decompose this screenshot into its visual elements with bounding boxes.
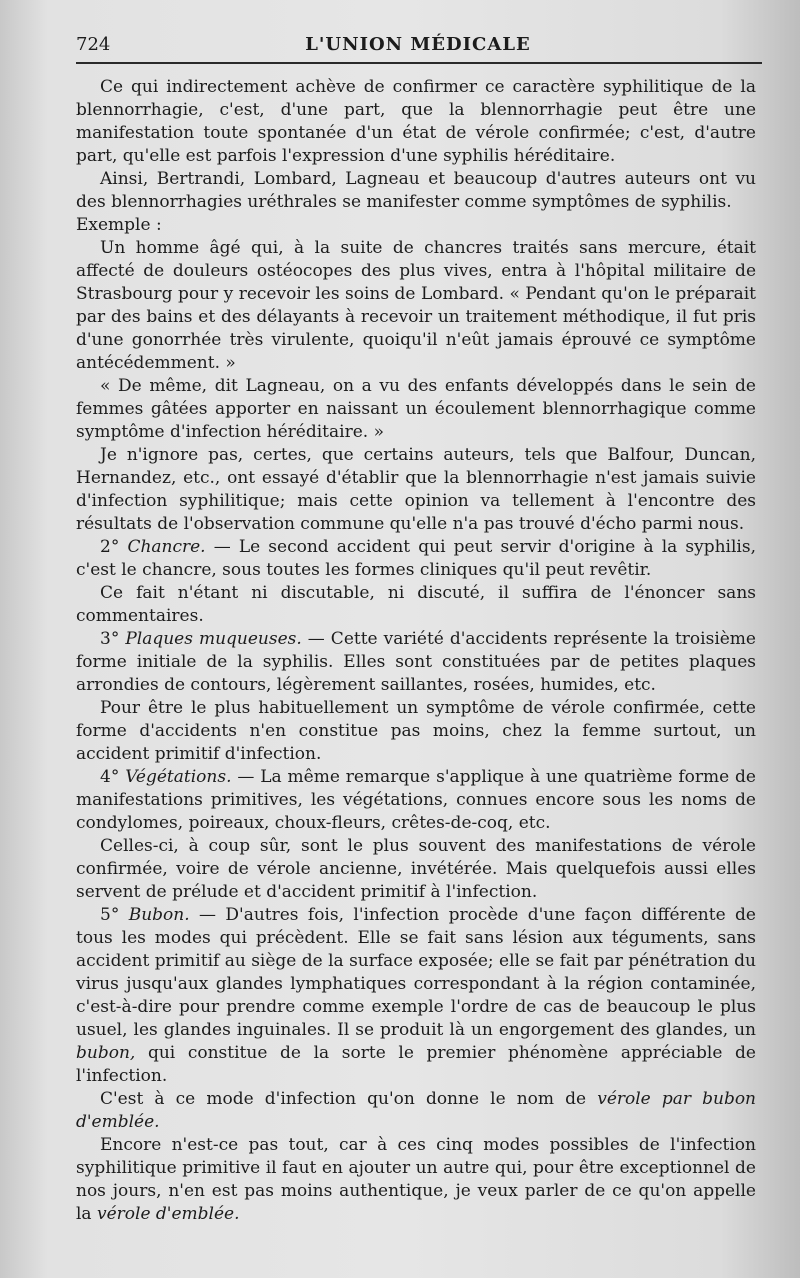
section-vegetations: 4° Végétations. — La même remarque s'applique à une quatrième forme de manifestations primitives, les végétations, connues encore sous les noms de condylomes, poireaux, choux-fleurs, crêtes-de-coq, etc.: [76, 767, 756, 833]
inline-term: vérole d'emblée.: [96, 1204, 240, 1224]
paragraph: Ce fait n'étant ni discutable, ni discuté, il suffira de l'énoncer sans commentaires.: [76, 583, 756, 626]
page-header: [76, 28, 760, 58]
page-number: 724: [76, 34, 111, 55]
paragraph: C'est à ce mode d'infection qu'on donne le nom de vérole par bubon d'emblée.: [76, 1089, 757, 1132]
paragraph: Exemple :: [76, 215, 162, 235]
paragraph: « De même, dit Lagneau, on a vu des enfants développés dans le sein de femmes gâtées apporter en naissant un écoulement blennorrhagique comme symptôme d'infection héréditaire. »: [76, 376, 756, 442]
paragraph: Je n'ignore pas, certes, que certains auteurs, tels que Balfour, Duncan, Hernandez, etc., ont essayé d'établir que la blennorrhagie n'est jamais suivie d'infection syphilitique; mais cette opinion va tellement à l'encontre des résultats de l'observation commune qu'elle n'a pas trouvé d'écho parmi nous.: [76, 445, 756, 534]
header-rule: [76, 62, 762, 64]
section-bubon: 5° Bubon. — D'autres fois, l'infection procède d'une façon différente de tous les modes qui précèdent. Elle se fait sans lésion aux téguments, sans accident primitif au siège de la surface exposée; elle se fait par pénétration du virus jusqu'aux glandes lymphatiques correspondant à la région contaminée, c'est-à-dire pour prendre comme exemple l'ordre de cas de beaucoup le plus usuel, les glandes inguinales. Il se produit là un engorgement des glandes, un bubon, qui constitue de la sorte le premier phénomène appréciable de l'infection.: [76, 905, 757, 1086]
section-term: Chancre.: [127, 537, 206, 557]
section-chancre: 2° Chancre. — Le second accident qui peut servir d'origine à la syphilis, c'est le chancre, sous toutes les formes cliniques qu'il peut revêtir.: [76, 537, 756, 580]
paragraph: Ainsi, Bertrandi, Lombard, Lagneau et beaucoup d'autres auteurs ont vu des blennorrhagies uréthrales se manifester comme symptômes de syphilis.: [76, 169, 756, 212]
body-text: [76, 76, 756, 1226]
section-term: Bubon.: [128, 905, 190, 925]
paragraph: Pour être le plus habituellement un symptôme de vérole confirmée, cette forme d'accidents n'en constitue pas moins, chez la femme surtout, un accident primitif d'infection.: [76, 698, 756, 764]
section-term: Plaques muqueuses.: [125, 629, 302, 649]
paragraph: Ce qui indirectement achève de confirmer ce caractère syphilitique de la blennorrhagie, c'est, d'une part, que la blennorrhagie peut être une manifestation toute spontanée d'un état de vérole confirmée; c'est, d'autre part, qu'elle est parfois l'expression d'une syphilis héréditaire.: [76, 77, 756, 166]
paragraph: Celles-ci, à coup sûr, sont le plus souvent des manifestations de vérole confirmée, voire de vérole ancienne, invétérée. Mais quelquefois aussi elles servent de prélude et d'accident primitif à l'infection.: [76, 836, 756, 902]
section-term: Végétations.: [125, 767, 232, 787]
inline-term: bubon,: [76, 1043, 136, 1063]
running-title: L'UNION MÉDICALE: [305, 34, 531, 55]
inline-term: vérole par bubon d'emblée.: [76, 1089, 757, 1132]
section-plaques: 3° Plaques muqueuses. — Cette variété d'accidents représente la troisième forme initiale de la syphilis. Elles sont constituées par de petites plaques arrondies de contours, légèrement saillantes, rosées, humides, etc.: [76, 629, 756, 695]
paragraph: Encore n'est-ce pas tout, car à ces cinq modes possibles de l'infection syphilitique primitive il faut en ajouter un autre qui, pour être exceptionnel de nos jours, n'en est pas moins authentique, je veux parler de ce qu'on appelle la vérole d'emblée.: [76, 1135, 756, 1224]
paragraph: Un homme âgé qui, à la suite de chancres traités sans mercure, était affecté de douleurs ostéocopes des plus vives, entra à l'hôpital militaire de Strasbourg pour y recevoir les soins de Lombard. « Pendant qu'on le préparait par des bains et des délayants à recevoir un traitement méthodique, il fut pris d'une gonorrhée très virulente, quoiqu'il n'eût jamais éprouvé ce symptôme antécédemment. »: [76, 238, 756, 373]
